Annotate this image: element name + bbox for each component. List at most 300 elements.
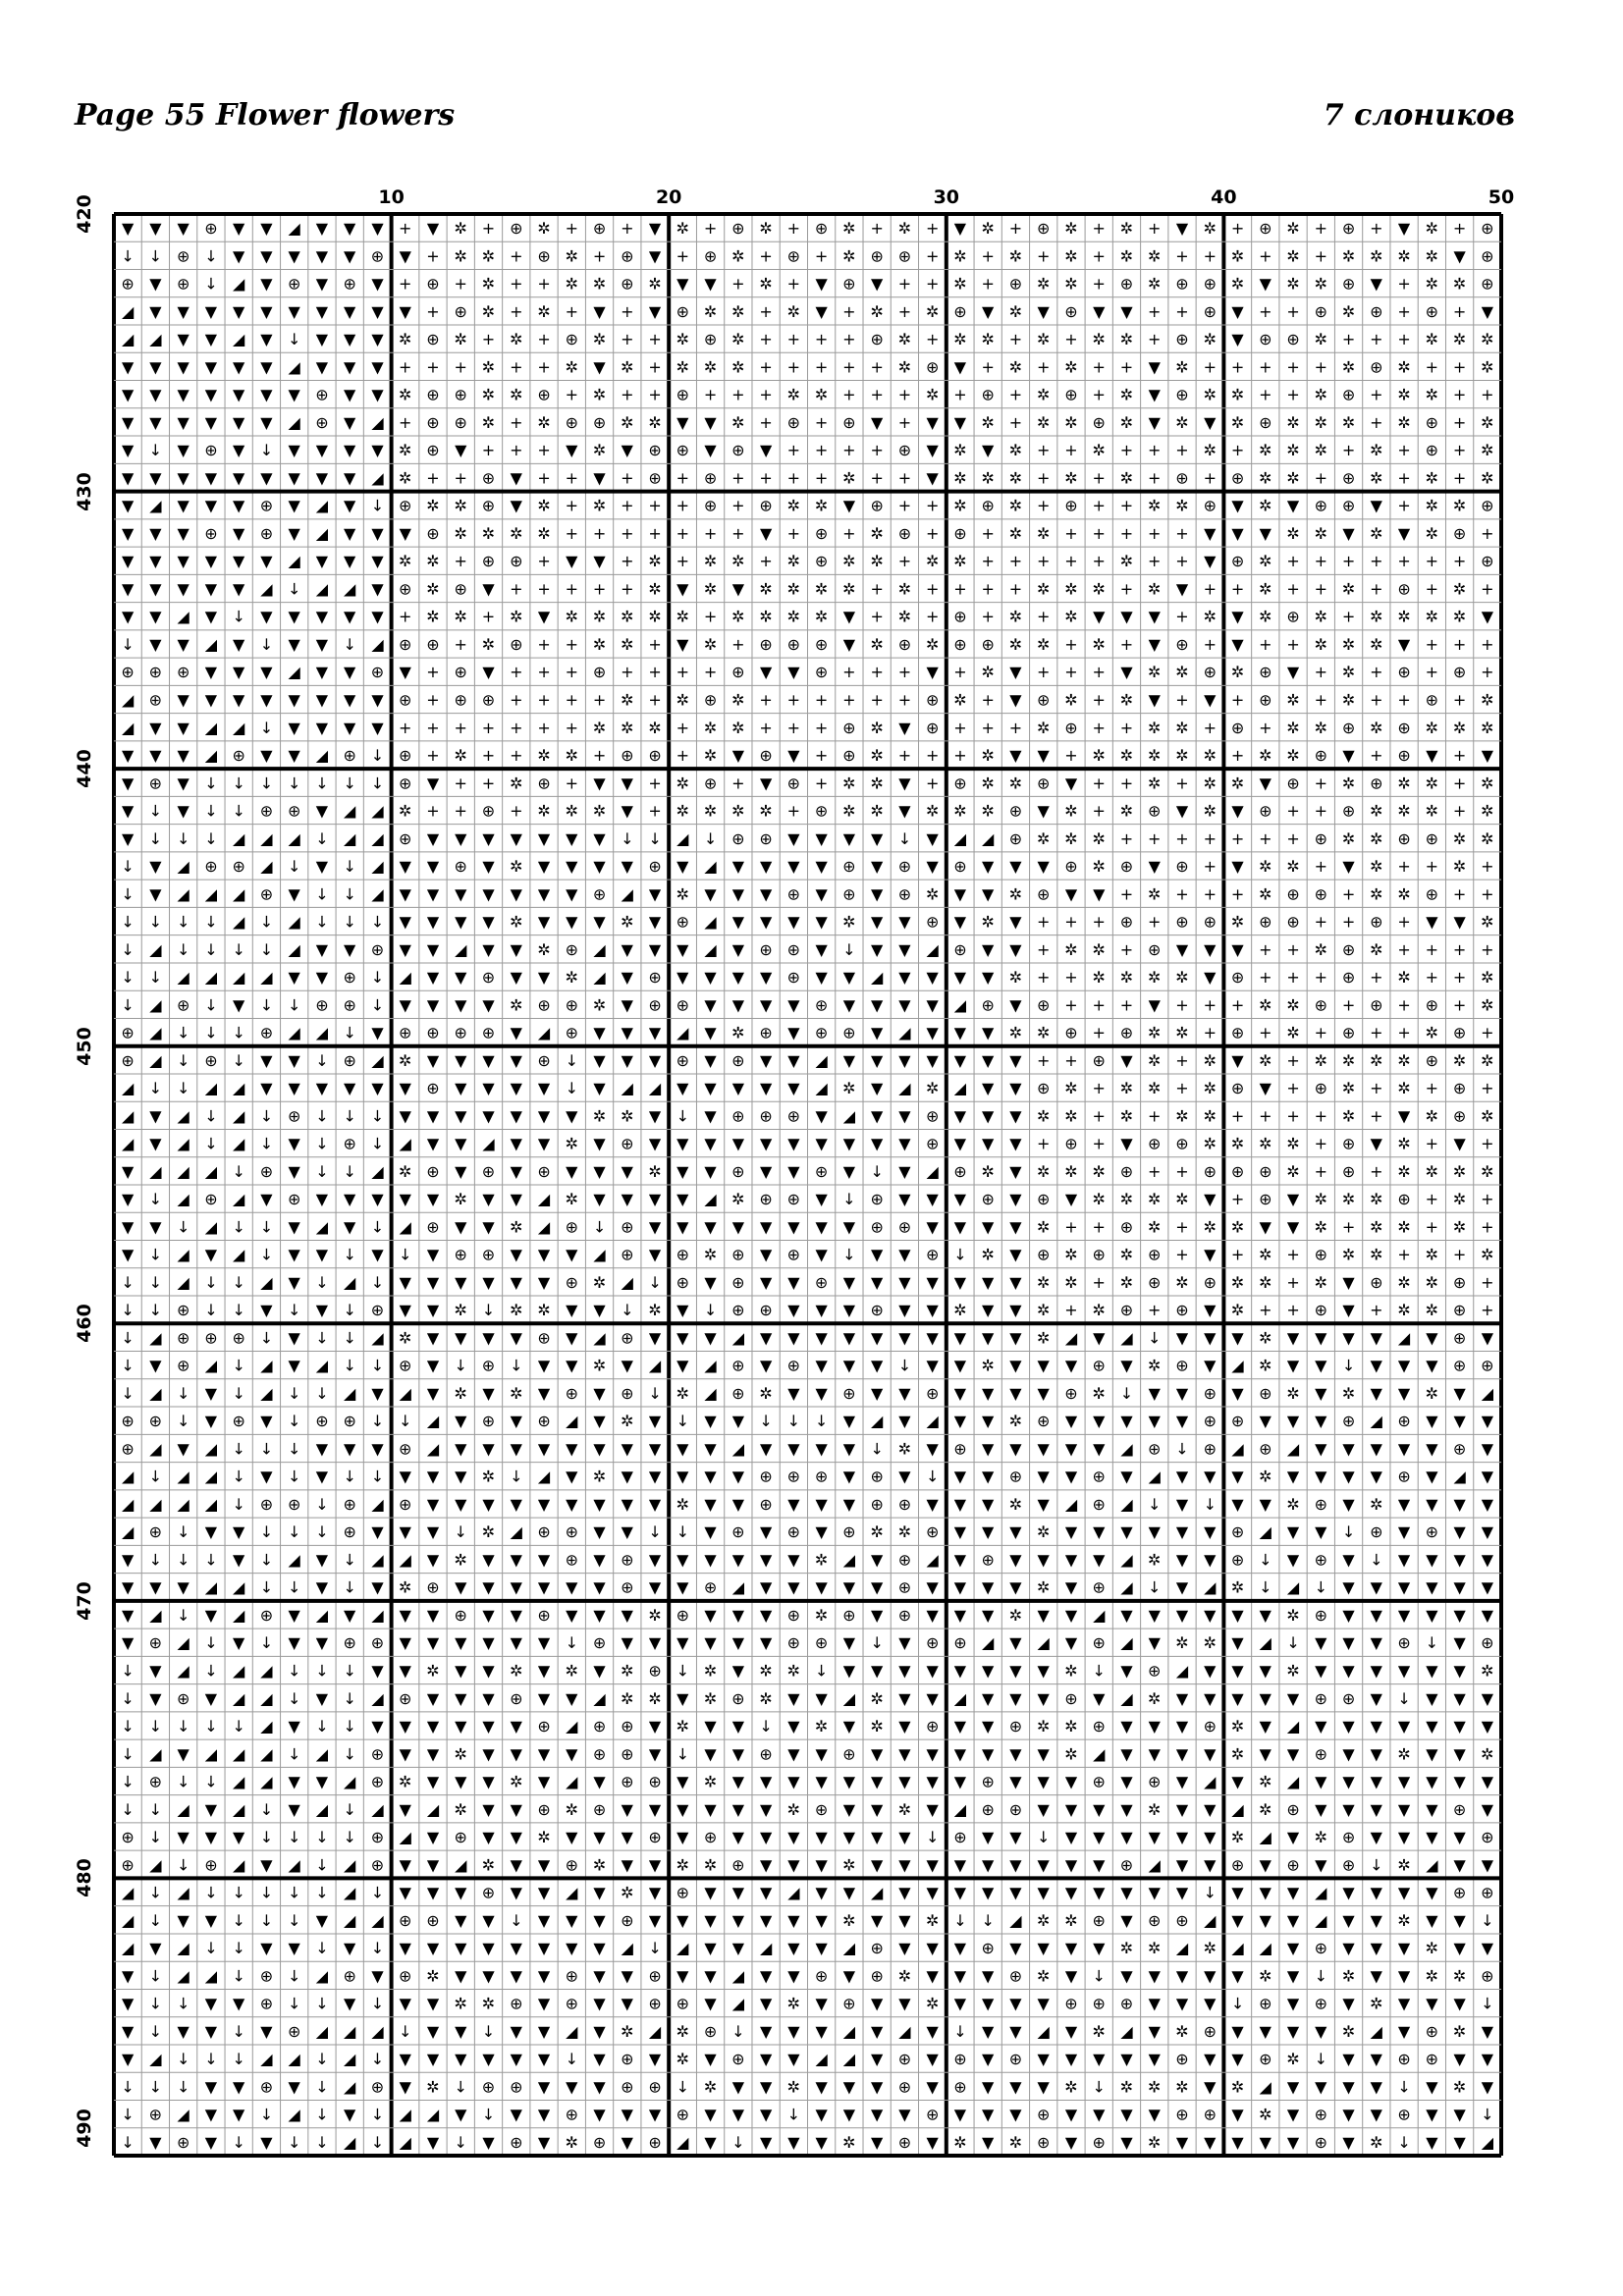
stitch-symbol: ✲ [953, 690, 967, 710]
stitch-symbol: ↓ [370, 746, 385, 766]
stitch-symbol: ▼ [1342, 2077, 1355, 2097]
stitch-symbol: ↓ [148, 1717, 163, 1736]
stitch-symbol: ⊕ [897, 2077, 912, 2097]
stitch-symbol: ▼ [759, 663, 773, 682]
stitch-symbol: ⊕ [1175, 634, 1189, 654]
stitch-symbol: ✲ [1397, 1744, 1411, 1764]
stitch-symbol: ▼ [1453, 1522, 1466, 1542]
stitch-symbol: ▼ [399, 1883, 411, 1902]
stitch-symbol: ↓ [370, 1467, 385, 1486]
stitch-symbol: + [786, 718, 801, 737]
stitch-symbol: + [1259, 301, 1272, 321]
stitch-symbol: ↓ [731, 2132, 745, 2152]
stitch-symbol: ↓ [232, 1050, 245, 1070]
stitch-symbol: ▼ [1286, 1994, 1300, 2013]
stitch-symbol: ▼ [1370, 1939, 1382, 1958]
stitch-symbol: ↓ [259, 718, 274, 737]
stitch-symbol: ▼ [1315, 1799, 1327, 1819]
stitch-symbol: ▼ [593, 1661, 606, 1681]
stitch-symbol: ◢ [704, 939, 717, 959]
stitch-symbol: ▼ [426, 828, 440, 848]
stitch-symbol: ⊕ [1259, 1439, 1272, 1459]
stitch-symbol: ⊕ [703, 330, 718, 349]
stitch-symbol: ▼ [537, 1966, 551, 1986]
stitch-symbol: ▼ [1009, 1383, 1022, 1403]
stitch-symbol: ▼ [204, 2021, 218, 2041]
stitch-symbol: ⊕ [454, 690, 467, 710]
stitch-symbol: ⊕ [287, 274, 301, 294]
stitch-symbol: ↓ [565, 1079, 578, 1098]
stitch-symbol: ▼ [482, 857, 495, 877]
stitch-symbol: ▼ [870, 1744, 884, 1764]
stitch-symbol: ✲ [1397, 1272, 1411, 1292]
stitch-symbol: ▼ [510, 496, 522, 515]
stitch-symbol: ✲ [1341, 301, 1356, 321]
stitch-symbol: ▼ [648, 1050, 662, 1070]
stitch-symbol: + [925, 607, 940, 626]
stitch-symbol: ✲ [1175, 968, 1189, 988]
stitch-symbol: + [1314, 1134, 1328, 1153]
stitch-symbol: ◢ [204, 1356, 218, 1375]
stitch-symbol: ▼ [1370, 1577, 1382, 1597]
stitch-symbol: ✲ [1037, 330, 1051, 349]
stitch-symbol: ✲ [676, 690, 690, 710]
stitch-symbol: ▼ [1397, 523, 1411, 543]
stitch-symbol: ▼ [953, 1106, 967, 1126]
stitch-symbol: ▼ [1175, 1577, 1189, 1597]
stitch-symbol: ✲ [1148, 968, 1162, 988]
stitch-symbol: + [1452, 385, 1467, 404]
stitch-symbol: ▼ [149, 274, 162, 294]
stitch-symbol: ↓ [370, 1412, 385, 1431]
stitch-symbol: ▼ [260, 552, 273, 571]
stitch-symbol: ▼ [1175, 1605, 1189, 1625]
stitch-symbol: ✲ [1259, 607, 1272, 626]
stitch-symbol: ✲ [481, 523, 496, 543]
stitch-symbol: ⊕ [1119, 1217, 1134, 1237]
stitch-symbol: ✲ [1037, 1217, 1051, 1237]
stitch-symbol: ◢ [371, 1050, 384, 1070]
stitch-symbol: ▼ [1286, 1412, 1300, 1431]
stitch-symbol: ◢ [149, 496, 162, 515]
stitch-symbol: ▼ [1204, 968, 1217, 988]
stitch-symbol: + [1481, 1217, 1494, 1237]
stitch-symbol: ▼ [842, 1217, 856, 1237]
stitch-symbol: ✲ [621, 718, 634, 737]
stitch-symbol: ▼ [1037, 301, 1050, 321]
stitch-symbol: ▼ [1315, 1439, 1327, 1459]
stitch-symbol: ✲ [1452, 2021, 1467, 2041]
stitch-symbol: + [592, 690, 607, 710]
stitch-symbol: ▼ [260, 274, 273, 294]
stitch-symbol: ⊕ [1175, 1301, 1189, 1320]
stitch-symbol: ⊕ [1286, 774, 1300, 793]
stitch-symbol: ↓ [232, 939, 245, 959]
stitch-symbol: ▼ [1064, 1467, 1078, 1486]
stitch-symbol: ✲ [1481, 1050, 1494, 1070]
stitch-symbol: ▼ [953, 1412, 967, 1431]
stitch-symbol: ▼ [787, 2050, 800, 2069]
stitch-symbol: ⊕ [1452, 1079, 1467, 1098]
stitch-symbol: ◢ [399, 1217, 411, 1237]
stitch-symbol: ▼ [759, 2050, 773, 2069]
stitch-symbol: ✲ [1064, 1079, 1078, 1098]
stitch-symbol: + [1175, 774, 1189, 793]
stitch-symbol: ▼ [926, 968, 939, 988]
stitch-symbol: ⊕ [1008, 2050, 1023, 2069]
stitch-symbol: ✲ [565, 968, 578, 988]
stitch-symbol: ▼ [399, 1522, 411, 1542]
stitch-symbol: ▼ [1370, 1467, 1382, 1486]
stitch-symbol: ↓ [176, 1412, 190, 1431]
stitch-symbol: ▼ [482, 828, 495, 848]
stitch-symbol: ⊕ [259, 1966, 274, 1986]
stitch-symbol: ↓ [204, 1661, 218, 1681]
stitch-symbol: ▼ [926, 2077, 939, 2097]
stitch-symbol: ▼ [204, 1799, 218, 1819]
stitch-symbol: + [621, 330, 634, 349]
stitch-symbol: ⊕ [1452, 1356, 1467, 1375]
stitch-symbol: ▼ [621, 995, 633, 1015]
stitch-symbol: ✲ [1037, 1161, 1051, 1181]
stitch-symbol: ▼ [1453, 1855, 1466, 1875]
stitch-symbol: ✲ [1370, 523, 1383, 543]
stitch-symbol: ⊕ [1397, 579, 1411, 599]
stitch-symbol: ✲ [1037, 412, 1051, 432]
stitch-symbol: ◢ [288, 1550, 300, 1570]
stitch-symbol: ▼ [759, 1799, 773, 1819]
stitch-symbol: ↓ [232, 1966, 245, 1986]
stitch-symbol: ◢ [177, 1939, 189, 1958]
stitch-symbol: ▼ [926, 1688, 939, 1708]
stitch-symbol: ▼ [1481, 1855, 1494, 1875]
stitch-symbol: + [1092, 1023, 1106, 1042]
stitch-symbol: ↓ [232, 1272, 245, 1292]
stitch-symbol: ↓ [510, 1356, 523, 1375]
stitch-symbol: ◢ [315, 1799, 329, 1819]
stitch-symbol: ⊕ [481, 1161, 496, 1181]
stitch-symbol: ⊕ [399, 1910, 412, 1930]
stitch-symbol: ▼ [1315, 1717, 1327, 1736]
stitch-symbol: ⊕ [510, 1688, 523, 1708]
stitch-symbol: ✲ [1314, 1050, 1328, 1070]
stitch-symbol: ⊕ [1064, 301, 1078, 321]
stitch-symbol: + [537, 357, 551, 377]
stitch-symbol: ▼ [759, 1161, 773, 1181]
stitch-symbol: ⊕ [842, 746, 856, 766]
stitch-symbol: + [648, 774, 662, 793]
stitch-symbol: ✲ [565, 1190, 578, 1209]
stitch-symbol: ✲ [481, 246, 496, 266]
stitch-symbol: ↓ [259, 1910, 274, 1930]
stitch-symbol: ⊕ [676, 1605, 690, 1625]
stitch-symbol: ⊕ [676, 912, 690, 932]
stitch-symbol: ◢ [566, 1717, 578, 1736]
stitch-symbol: ◢ [898, 2021, 911, 2041]
stitch-symbol: ⊕ [454, 1245, 467, 1264]
stitch-symbol: ↓ [204, 2050, 218, 2069]
stitch-symbol: + [1008, 552, 1023, 571]
stitch-symbol: ▼ [455, 441, 467, 460]
stitch-symbol: ◢ [676, 828, 689, 848]
stitch-symbol: ▼ [898, 718, 911, 737]
stitch-symbol: ▼ [177, 1910, 189, 1930]
stitch-symbol: ⊕ [1203, 912, 1217, 932]
stitch-symbol: ▼ [815, 968, 828, 988]
stitch-symbol: ▼ [1370, 1910, 1382, 1930]
stitch-symbol: ✲ [1341, 1079, 1356, 1098]
stitch-symbol: ▼ [787, 746, 800, 766]
stitch-symbol: ↓ [870, 1633, 884, 1653]
stitch-symbol: ▼ [1370, 1661, 1382, 1681]
stitch-symbol: + [1481, 1023, 1494, 1042]
stitch-symbol: ✲ [510, 523, 523, 543]
stitch-symbol: ⊕ [1037, 690, 1051, 710]
stitch-symbol: ▼ [537, 1883, 551, 1902]
stitch-symbol: ↓ [204, 1272, 218, 1292]
stitch-symbol: ✲ [842, 912, 856, 932]
stitch-symbol: ⊕ [1064, 1994, 1078, 2013]
stitch-symbol: ▼ [787, 828, 800, 848]
stitch-symbol: + [621, 385, 634, 404]
stitch-symbol: ⊕ [565, 1994, 578, 2013]
stitch-symbol: ▼ [1148, 857, 1161, 877]
stitch-symbol: ▼ [399, 1301, 411, 1320]
stitch-symbol: ⊕ [1230, 718, 1245, 737]
stitch-symbol: ▼ [1453, 1134, 1466, 1153]
stitch-symbol: ✲ [1452, 1190, 1467, 1209]
stitch-symbol: ✲ [1481, 1744, 1494, 1764]
stitch-symbol: ▼ [177, 1439, 189, 1459]
stitch-symbol: ▼ [1148, 1966, 1161, 1986]
stitch-symbol: ⊕ [925, 718, 940, 737]
stitch-symbol: + [870, 690, 884, 710]
stitch-symbol: ✲ [1370, 2132, 1383, 2152]
stitch-symbol: ↓ [287, 1883, 301, 1902]
stitch-symbol: ▼ [1037, 746, 1050, 766]
stitch-symbol: ▼ [455, 1910, 467, 1930]
stitch-symbol: ▼ [399, 1467, 411, 1486]
stitch-symbol: ⊕ [1341, 1828, 1356, 1847]
stitch-symbol: ▼ [1037, 801, 1050, 821]
stitch-symbol: ▼ [731, 1467, 745, 1486]
stitch-symbol: ↓ [121, 1301, 135, 1320]
stitch-symbol: ◢ [426, 1412, 440, 1431]
stitch-symbol: ⊕ [731, 1301, 745, 1320]
stitch-symbol: ◢ [260, 968, 273, 988]
stitch-symbol: ✲ [1148, 1190, 1162, 1209]
stitch-symbol: + [1481, 884, 1494, 904]
stitch-symbol: ⊕ [1452, 1106, 1467, 1126]
stitch-symbol: ▼ [260, 246, 273, 266]
stitch-symbol: + [786, 274, 801, 294]
stitch-symbol: ✲ [1148, 746, 1162, 766]
stitch-symbol: ⊕ [399, 496, 412, 515]
stitch-symbol: + [1092, 468, 1106, 488]
stitch-symbol: ⊕ [1037, 219, 1051, 239]
stitch-symbol: ▼ [953, 912, 967, 932]
stitch-symbol: ▼ [233, 357, 245, 377]
stitch-symbol: ▼ [315, 1550, 329, 1570]
stitch-symbol: + [1037, 357, 1051, 377]
stitch-symbol: ↓ [1148, 1494, 1162, 1514]
stitch-symbol: ✲ [1286, 523, 1300, 543]
stitch-symbol: + [925, 246, 940, 266]
stitch-symbol: ▼ [260, 1301, 273, 1320]
stitch-symbol: ⊕ [897, 1494, 912, 1514]
stitch-symbol: ▼ [870, 412, 884, 432]
stitch-symbol: ▼ [1453, 2132, 1466, 2152]
stitch-symbol: ✲ [981, 663, 995, 682]
stitch-symbol: ▼ [1397, 1661, 1411, 1681]
stitch-symbol: ▼ [815, 1828, 828, 1847]
stitch-symbol: ⊕ [621, 246, 634, 266]
stitch-symbol: + [1064, 746, 1078, 766]
stitch-symbol: ▼ [1064, 1772, 1078, 1791]
stitch-symbol: ⊕ [897, 1217, 912, 1237]
stitch-symbol: ✲ [510, 857, 523, 877]
stitch-symbol: ⊕ [426, 1023, 440, 1042]
stitch-symbol: ↓ [176, 2077, 190, 2097]
stitch-symbol: ✲ [1119, 1079, 1134, 1098]
stitch-symbol: ↓ [370, 995, 385, 1015]
stitch-symbol: ✲ [703, 634, 718, 654]
stitch-symbol: ⊕ [1286, 330, 1300, 349]
stitch-symbol: ✲ [731, 607, 745, 626]
stitch-symbol: ◢ [260, 1688, 273, 1708]
stitch-symbol: ↓ [343, 634, 356, 654]
stitch-symbol: ⊕ [370, 2077, 385, 2097]
stitch-symbol: ▼ [815, 884, 828, 904]
stitch-symbol: ▼ [371, 690, 384, 710]
stitch-symbol: ◢ [177, 1661, 189, 1681]
stitch-symbol: ▼ [204, 412, 218, 432]
stitch-symbol: ▼ [1148, 1717, 1161, 1736]
stitch-symbol: ↓ [343, 1577, 356, 1597]
stitch-symbol: ▼ [1453, 1383, 1466, 1403]
stitch-symbol: ↓ [759, 1412, 773, 1431]
stitch-symbol: + [1148, 1106, 1162, 1126]
stitch-symbol: ▼ [510, 1106, 522, 1126]
stitch-symbol: + [1425, 579, 1439, 599]
stitch-symbol: + [759, 385, 773, 404]
stitch-symbol: ⊕ [703, 1828, 718, 1847]
stitch-symbol: ▼ [1342, 1494, 1355, 1514]
stitch-symbol: ▼ [1175, 1994, 1189, 2013]
stitch-symbol: ▼ [121, 1161, 135, 1181]
stitch-symbol: + [1203, 634, 1217, 654]
stitch-symbol: ◢ [315, 1966, 329, 1986]
stitch-symbol: ▼ [204, 496, 218, 515]
stitch-symbol: + [1314, 801, 1328, 821]
stitch-symbol: ▼ [815, 2132, 828, 2152]
stitch-symbol: ▼ [704, 1467, 717, 1486]
stitch-symbol: ⊕ [1397, 2050, 1411, 2069]
stitch-symbol: ▼ [288, 1633, 300, 1653]
stitch-symbol: ⊕ [814, 801, 829, 821]
stitch-symbol: ▼ [233, 246, 245, 266]
stitch-symbol: ✲ [981, 912, 995, 932]
stitch-symbol: ▼ [1286, 1688, 1300, 1708]
stitch-symbol: ▼ [1426, 2077, 1438, 2097]
stitch-symbol: ✲ [1481, 718, 1494, 737]
stitch-symbol: ✲ [1314, 1272, 1328, 1292]
stitch-symbol: ✲ [1314, 718, 1328, 737]
stitch-symbol: ✲ [1286, 274, 1300, 294]
stitch-symbol: ✲ [953, 801, 967, 821]
stitch-symbol: ▼ [1315, 2077, 1327, 2097]
stitch-symbol: ↓ [370, 1356, 385, 1375]
stitch-symbol: ↓ [148, 1467, 163, 1486]
stitch-symbol: ✲ [565, 607, 578, 626]
stitch-symbol: ◢ [121, 1522, 135, 1542]
stitch-symbol: ▼ [898, 1883, 911, 1902]
stitch-symbol: ↓ [454, 1356, 467, 1375]
stitch-symbol: + [1425, 857, 1439, 877]
stitch-symbol: + [814, 690, 829, 710]
stitch-symbol: ◢ [149, 2050, 162, 2069]
stitch-symbol: ✲ [1092, 330, 1106, 349]
stitch-symbol: ⊕ [621, 1134, 634, 1153]
stitch-symbol: ✲ [1230, 2077, 1245, 2097]
stitch-symbol: + [1481, 857, 1494, 877]
stitch-symbol: ✲ [1008, 774, 1023, 793]
stitch-symbol: ▼ [1009, 1050, 1022, 1070]
stitch-symbol: ▼ [676, 1966, 689, 1986]
stitch-symbol: ▼ [1426, 1828, 1438, 1847]
stitch-symbol: ✲ [1370, 857, 1383, 877]
stitch-symbol: ▼ [1093, 1522, 1106, 1542]
stitch-symbol: ▼ [399, 1079, 411, 1098]
stitch-symbol: ▼ [731, 1217, 745, 1237]
stitch-symbol: ✲ [510, 607, 523, 626]
stitch-symbol: ▼ [1397, 1439, 1411, 1459]
stitch-symbol: ▼ [344, 1439, 356, 1459]
stitch-symbol: ▼ [676, 1328, 689, 1348]
stitch-symbol: ↓ [259, 912, 274, 932]
stitch-symbol: ▼ [1037, 1799, 1050, 1819]
stitch-symbol: ⊕ [786, 1106, 801, 1126]
stitch-symbol: ▼ [315, 468, 329, 488]
stitch-symbol: ⊕ [621, 2077, 634, 2097]
stitch-symbol: + [648, 357, 662, 377]
stitch-symbol: ⊕ [1092, 1577, 1106, 1597]
stitch-symbol: + [1230, 1190, 1245, 1209]
stitch-symbol: + [870, 219, 884, 239]
stitch-symbol: ▼ [953, 1939, 967, 1958]
stitch-symbol: ↓ [370, 2050, 385, 2069]
stitch-symbol: ▼ [121, 552, 135, 571]
stitch-symbol: ▼ [1370, 496, 1382, 515]
stitch-symbol: ▼ [1370, 1134, 1382, 1153]
stitch-symbol: ◢ [204, 1439, 218, 1459]
stitch-symbol: ▼ [676, 412, 689, 432]
stitch-symbol: + [676, 663, 690, 682]
stitch-symbol: + [786, 468, 801, 488]
stitch-symbol: ⊕ [426, 1217, 440, 1237]
stitch-symbol: ⊕ [370, 663, 385, 682]
stitch-symbol: ▼ [1342, 1301, 1355, 1320]
stitch-symbol: ▼ [537, 1383, 551, 1403]
stitch-symbol: ▼ [759, 1134, 773, 1153]
stitch-symbol: ▼ [204, 301, 218, 321]
stitch-symbol: ▼ [399, 2077, 411, 2097]
stitch-symbol: ▼ [593, 2050, 606, 2069]
stitch-symbol: ⊕ [1425, 1522, 1439, 1542]
stitch-symbol: ▼ [1009, 857, 1022, 877]
stitch-symbol: ▼ [510, 1605, 522, 1625]
stitch-symbol: ▼ [593, 1828, 606, 1847]
